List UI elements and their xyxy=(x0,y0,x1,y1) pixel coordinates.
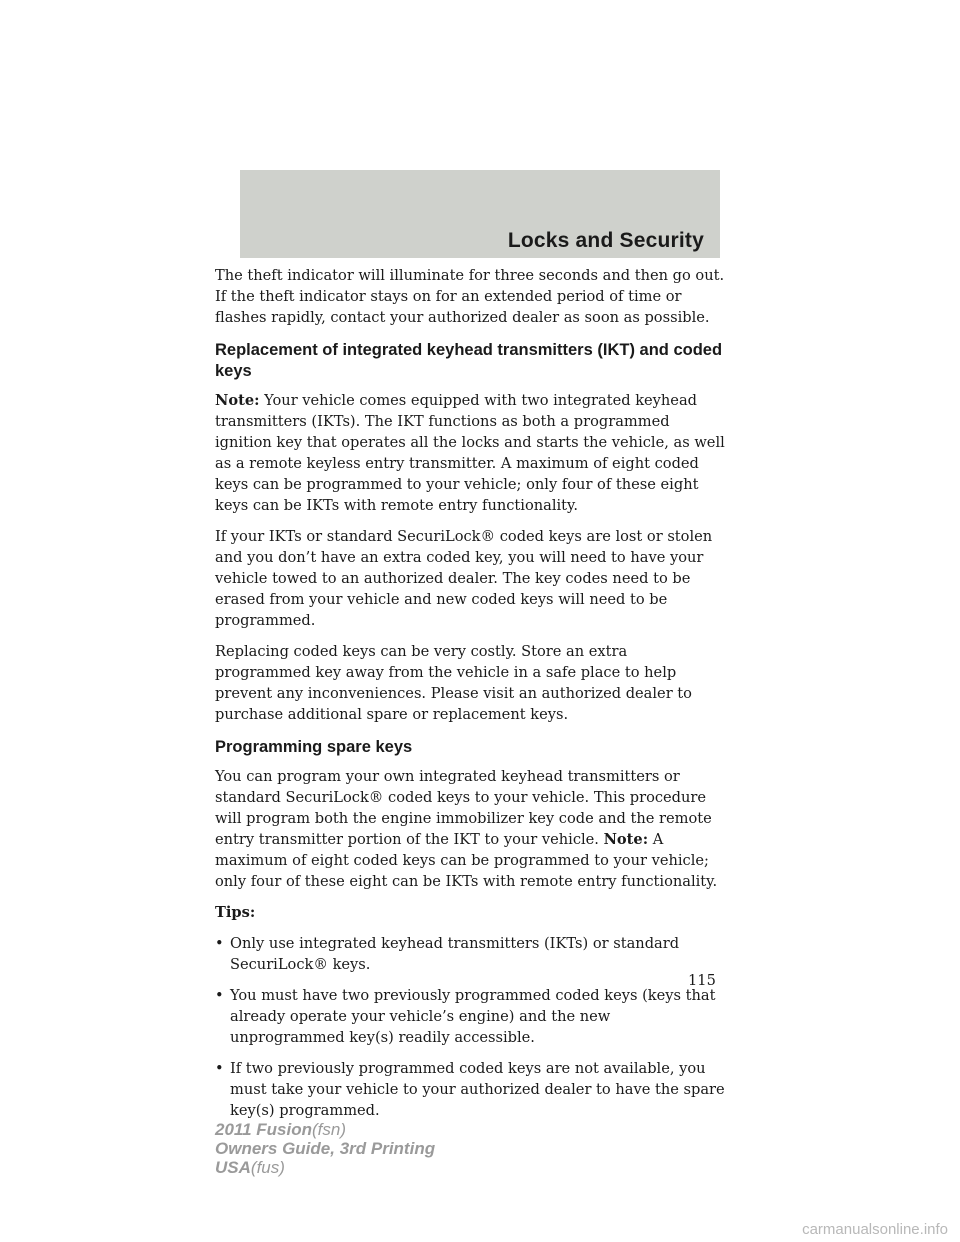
paragraph-programming-intro xyxy=(215,766,725,892)
tips-label-text: Tips: xyxy=(215,904,256,921)
bullet-icon: • xyxy=(215,1060,224,1077)
tip-text: You must have two previously programmed coded keys (keys that already operate your vehicle’s engine) and the new unprogrammed key(s) readily accessible. xyxy=(230,987,716,1046)
footer-line-3 xyxy=(215,1158,435,1177)
list-item xyxy=(215,933,725,975)
footer-market-code: (fus) xyxy=(250,1158,285,1177)
footer-line-1 xyxy=(215,1120,435,1139)
paragraph-theft-indicator: The theft indicator will illuminate for three seconds and then go out. If the theft indicator stays on for an extended period of time or flashes rapidly, contact your authorized dealer as soon as possible. xyxy=(215,267,725,326)
section-header-bar xyxy=(240,170,720,258)
bullet-icon: • xyxy=(215,935,224,952)
heading-programming-spare-keys: Programming spare keys xyxy=(215,738,413,756)
section-title: Locks and Security xyxy=(507,229,704,252)
page-content xyxy=(215,265,725,1131)
bullet-icon: • xyxy=(215,987,224,1004)
footer-line-2: Owners Guide, 3rd Printing xyxy=(215,1139,436,1158)
note-label: Note: xyxy=(215,392,260,409)
programming-note-text: A maximum of eight coded keys can be programmed to your vehicle; only four of these eight can be IKTs with remote entry functionality. xyxy=(215,831,718,890)
list-item xyxy=(215,985,725,1048)
footer-model-code: (fsn) xyxy=(312,1120,346,1139)
note-text: Your vehicle comes equipped with two integrated keyhead transmitters (IKTs). The IKT functions as both a programmed ignition key that operates all the locks and starts the vehicle, as well as a remote keyless entry transmitter. A maximum of eight coded keys can be programmed to your vehicle; only four of these eight keys can be IKTs with remote entry functionality. xyxy=(215,392,725,514)
paragraph-note-ikt xyxy=(215,390,725,516)
tips-label xyxy=(215,902,725,923)
note-label-2: Note: xyxy=(603,831,649,848)
tip-text: Only use integrated keyhead transmitters (IKTs) or standard SecuriLock® keys. xyxy=(230,935,680,973)
tip-text: If two previously programmed coded keys are not available, you must take your vehicle to your authorized dealer to have the spare key(s) programmed. xyxy=(230,1060,725,1119)
heading-replacement-ikt: Replacement of integrated keyhead transmitters (IKT) and coded keys xyxy=(215,341,723,380)
paragraph-lost-keys: If your IKTs or standard SecuriLock® coded keys are lost or stolen and you don’t have an extra coded key, you will need to have your vehicle towed to an authorized dealer. The key codes need to be erased from your vehicle and new coded keys will need to be programmed. xyxy=(215,528,713,629)
watermark: carmanualsonline.info xyxy=(802,1221,948,1238)
paragraph-replacing-costly: Replacing coded keys can be very costly. Store an extra programmed key away from the vehicle in a safe place to help prevent any inconveniences. Please visit an authorized dealer to purchase additional spare or replacement keys. xyxy=(215,643,692,723)
programming-text: You can program your own integrated keyhead transmitters or standard SecuriLock® coded keys to your vehicle. This procedure will program both the engine immobilizer key code and the remote entry transmitter portion of the IKT to your vehicle. xyxy=(215,768,712,848)
footer-model: 2011 Fusion xyxy=(215,1120,312,1139)
footer-print-info xyxy=(215,1120,435,1177)
tips-list xyxy=(215,933,725,1121)
list-item xyxy=(215,1058,725,1121)
footer-market: USA xyxy=(215,1158,251,1177)
page-number: 115 xyxy=(688,972,716,989)
